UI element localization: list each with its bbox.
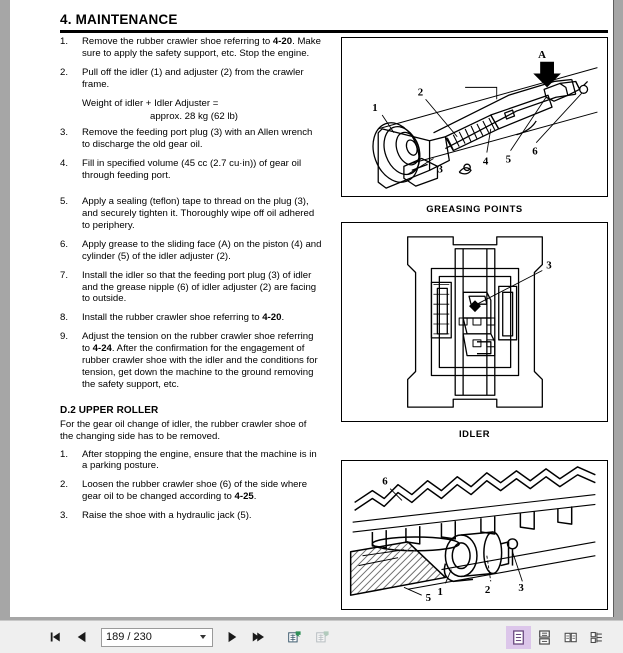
figure-1-caption: GREASING POINTS (426, 203, 523, 214)
greasing-points-diagram (342, 38, 607, 196)
two-pages-icon (564, 629, 577, 646)
step-number: 1. (60, 36, 69, 47)
page-number-combobox[interactable] (101, 628, 213, 647)
callout-4: 4 (482, 155, 489, 168)
callout-3: 3 (437, 163, 443, 176)
insert-page-button[interactable] (282, 625, 308, 649)
view-mode-continuous[interactable] (532, 626, 557, 649)
document-page (10, 0, 614, 617)
callout-5: 5 (505, 153, 512, 166)
chevron-down-icon[interactable] (200, 635, 206, 639)
list-item (60, 239, 322, 263)
figure-2-caption: IDLER (458, 428, 491, 439)
upper-roller-diagram (342, 461, 607, 609)
page-navigation-group (0, 625, 336, 649)
step-number: 7. (60, 269, 69, 281)
page-title: 4. MAINTENANCE (60, 12, 178, 27)
step-text: Apply grease to the sliding face (A) on the piston (4) and cylinder (5) of the idler adjuster (2). (82, 238, 322, 262)
step-ref: 4-24 (92, 343, 112, 355)
section-heading: D.2 UPPER ROLLER (60, 404, 159, 416)
callout-5: 5 (425, 592, 432, 605)
step-ref: 4-25 (234, 491, 254, 503)
step-text: Pull off the idler (1) and adjuster (2) from the crawler frame. (82, 66, 304, 90)
arrow-a (533, 62, 561, 88)
two-pages-continuous-icon (590, 629, 603, 646)
list-item (60, 312, 322, 324)
list-item (60, 127, 322, 151)
list-item (60, 158, 322, 182)
figure-upper-roller (341, 460, 608, 610)
list-item (60, 67, 322, 91)
figure-greasing-points (341, 37, 608, 197)
list-item (60, 331, 322, 391)
weight-label: Weight of idler + Idler Adjuster = (82, 97, 219, 109)
step-text: Raise the shoe with a hydraulic jack (5). (82, 510, 252, 522)
callout-1: 1 (437, 586, 443, 599)
step-text: After stopping the engine, ensure that the machine is in a parking posture. (82, 448, 317, 472)
idler-cross-section-diagram (342, 223, 607, 421)
delete-page-icon (316, 628, 330, 646)
view-mode-two-page-continuous[interactable] (584, 626, 609, 649)
step-number: 3. (60, 127, 69, 139)
step-text: Install the idler so that the feeding port plug (3) of idler and the grease nipple (6) of idler adjuster (2) are facing to outside. (82, 269, 317, 305)
step-text-tail: . After the confirmation for the engagement of rubber crawler shoe with the idler and the conditions for tension, get down the machine to the ground removing the safety support, etc. (82, 343, 318, 390)
step-list-main-cont (60, 127, 322, 390)
list-item (60, 270, 322, 306)
step-number: 6. (60, 238, 69, 250)
last-page-icon (252, 630, 264, 644)
step-number: 5. (60, 196, 69, 208)
step-ref: 4-20 (262, 312, 282, 324)
first-page-button[interactable] (44, 626, 68, 648)
view-mode-two-page[interactable] (558, 626, 583, 649)
step-text: Remove the rubber crawler shoe referring to (82, 36, 273, 47)
callout-1: 1 (372, 102, 378, 115)
step-text: Adjust the tension on the rubber crawler shoe referring to (82, 331, 314, 355)
step-list-upper-roller (60, 449, 322, 523)
figure-idler (341, 222, 608, 422)
callout-3: 3 (518, 582, 524, 595)
callout-2: 2 (484, 584, 491, 597)
view-mode-single-page[interactable] (506, 626, 531, 649)
step-ref: 4-20 (272, 36, 293, 47)
step-number: 4. (60, 158, 69, 170)
page-number-value: 189 / 230 (106, 631, 152, 643)
callout-a: A (538, 48, 547, 61)
callout-6: 6 (382, 475, 388, 488)
step-text: Loosen the rubber crawler shoe (6) of the side where gear oil to be changed according to (82, 479, 308, 503)
list-item (60, 36, 322, 60)
step-text: Fill in specified volume (45 cc (2.7 cu·in)) of gear oil through feeding port. (82, 158, 302, 182)
step-number: 2. (60, 479, 69, 491)
weight-value: approx. 28 kg (62 lb) (150, 110, 238, 122)
list-item (60, 196, 322, 232)
step-text: Apply a sealing (teflon) tape to thread on the plug (3), and securely tighten it. Thoroughly wipe off oil adhered to periphery. (82, 196, 315, 231)
viewer-toolbar (0, 620, 623, 653)
section-intro: For the gear oil change of idler, the rubber crawler shoe of the changing side has to be removed. (60, 418, 307, 442)
step-number: 9. (60, 331, 69, 343)
previous-page-button[interactable] (70, 626, 94, 648)
step-text: Remove the feeding port plug (3) with an Allen wrench to discharge the old gear oil. (82, 127, 313, 151)
previous-page-icon (76, 630, 88, 644)
callout-2: 2 (417, 86, 424, 99)
first-page-icon (50, 630, 62, 644)
step-number: 8. (60, 312, 69, 324)
step-text-tail: . (281, 312, 285, 324)
single-page-icon (512, 629, 525, 646)
continuous-pages-icon (538, 629, 551, 646)
list-item (60, 510, 322, 522)
step-number: 1. (60, 448, 69, 460)
step-text-tail: . Make sure to apply the safety support, etc. Stop the engine. (82, 36, 321, 59)
delete-page-button[interactable] (310, 625, 336, 649)
step-list-main (60, 36, 322, 91)
view-mode-group (506, 626, 623, 649)
text-column (60, 36, 322, 529)
list-item (60, 449, 322, 473)
next-page-button[interactable] (220, 626, 244, 648)
step-text: Install the rubber crawler shoe referring to (82, 312, 263, 324)
next-page-icon (226, 630, 238, 644)
callout-3: 3 (546, 259, 552, 272)
step-text-tail: . (253, 491, 257, 503)
header-rule (60, 30, 608, 33)
step-number: 2. (60, 66, 69, 78)
last-page-button[interactable] (246, 626, 270, 648)
page-header (60, 12, 608, 33)
step-number: 3. (60, 510, 69, 522)
callout-6: 6 (532, 145, 538, 158)
list-item (60, 479, 322, 503)
insert-page-icon (288, 628, 302, 646)
